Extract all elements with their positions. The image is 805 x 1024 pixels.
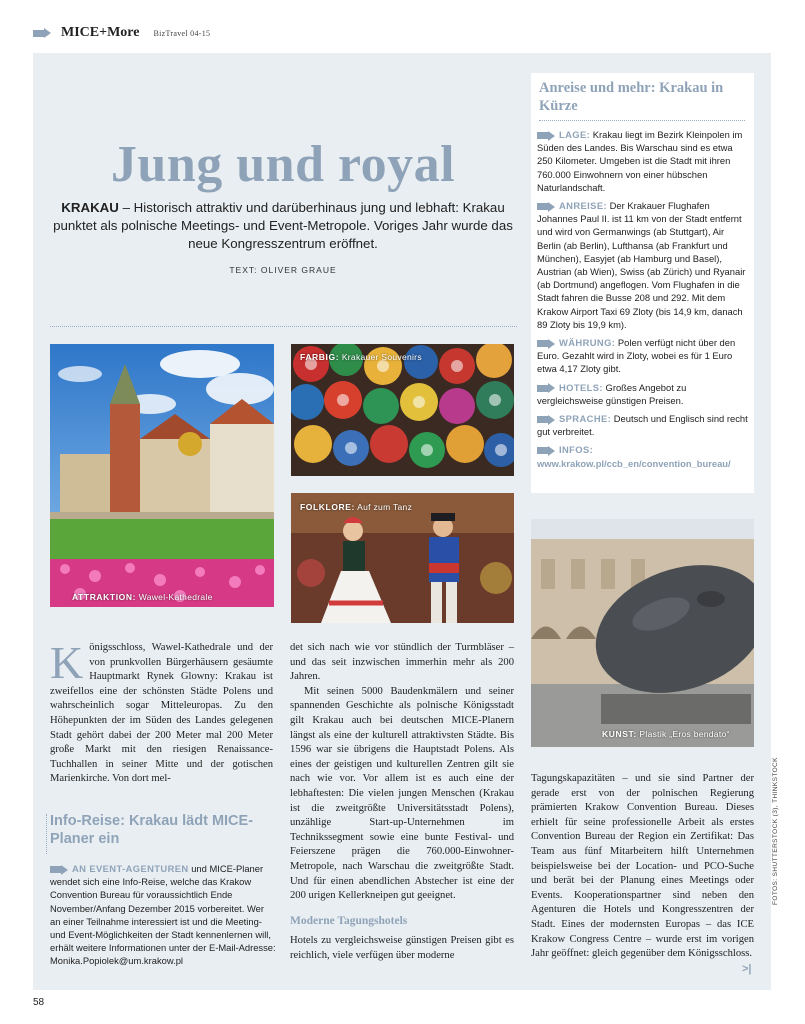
issue-label: BizTravel 04-15 xyxy=(153,28,211,38)
facts-box xyxy=(531,73,754,493)
body-text: Tagungskapazitäten – und sie sind Partner der gerade erst von der polnischen Regierung prämierten Krakow Convention Bureau. Dieses erhielt für seine professionelle Arbeit als erstes Convention Bureau der Region ein Zertifikat: Das Team aus fünf Mitarbeitern hilft Unternehmen beispielsweise bei der Location- und PCO-Suche und berät bei der Planung eines Meetings oder Events. Kooperationspartner sind neben den Agenturen die Hotels und Kongresszentren der Stadt. Eines der modernsten Europas – das ICE Krakow Congress Centre – wurde erst im vorigen Jahr geöffnet: gleich gegenüber dem Königsschloss. xyxy=(531,773,754,960)
fact-key: WÄHRUNG: xyxy=(559,337,616,349)
caption-text: Plastik „Eros bendato“ xyxy=(636,729,730,739)
caption-attraktion xyxy=(72,592,213,602)
caption-folklore xyxy=(300,502,412,512)
fact-item xyxy=(537,443,749,469)
page-number: 58 xyxy=(33,997,45,1008)
section-header xyxy=(33,26,210,40)
body-column-3 xyxy=(531,772,754,962)
info-trip-key: AN EVENT-AGENTUREN xyxy=(72,863,189,874)
arrow-icon xyxy=(50,865,68,875)
photo-credit: FOTOS: SHUTTERSTOCK (3), THINKSTOCK xyxy=(772,757,779,905)
intro-lead: KRAKAU xyxy=(61,200,119,215)
subheading: Moderne Tagungshotels xyxy=(290,914,408,927)
caption-text: Auf zum Tanz xyxy=(354,502,413,512)
fact-item xyxy=(537,336,749,376)
eros-bendato-image xyxy=(531,519,754,747)
caption-key: FARBIG: xyxy=(300,352,340,362)
fact-item xyxy=(537,128,749,194)
fact-key: LAGE: xyxy=(559,129,591,140)
drop-cap: K xyxy=(50,637,84,688)
arrow-icon xyxy=(537,383,555,393)
intro-text: – Historisch attraktiv und darüberhinaus jung und lebhaft: Krakau punktet als polnische Meetings- und Event-Metropole. Voriges Jahr wurde das neue Kongresszentrum eröffnet. xyxy=(53,200,513,251)
wawel-image xyxy=(50,344,274,607)
info-trip-heading: Info-Reise: Krakau lädt MICE-Planer ein xyxy=(50,813,254,847)
photo-souvenirs xyxy=(291,344,514,476)
caption-text: Krakauer Souvenirs xyxy=(339,352,422,362)
article-title: Jung und royal xyxy=(110,136,456,193)
fact-item xyxy=(537,412,749,438)
photo-wawel-cathedral xyxy=(50,344,274,607)
article-intro xyxy=(50,199,516,253)
fact-key: HOTELS: xyxy=(559,381,603,393)
dotted-divider xyxy=(539,120,745,121)
caption-farbig xyxy=(300,352,422,362)
caption-kunst xyxy=(602,729,730,739)
photo-folklore xyxy=(291,493,514,623)
arrow-icon xyxy=(33,28,51,38)
byline: TEXT: OLIVER GRAUE xyxy=(229,265,337,275)
info-trip-text xyxy=(50,862,277,968)
body-text: önigsschloss, Wawel-Kathedrale und der von prunkvollen Bürgerhäusern gesäumte Hauptmarkt Rynek Glowny: Krakau ist zweifellos eine der schönsten Städte Polens und wahrscheinlich sogar Mitteleuropas. Zu den Höhepunkten der im Süden des Landes gelegenen Stadt gehört dabei der 200 Meter mal 200 Meter große Markt mit den riesigen Renaissance-Tuchhallen in seiner Mitte und der gotischen Marienkirche. Von dort mel- xyxy=(50,642,273,785)
info-trip-body: und MICE-Planer wendet sich eine Info-Reise, welche das Krakow Convention Bureau für voraussichtlich Ende November/Anfang Dezember 2015 vorbereitet. Wer an einer Teilnahme interessiert ist und die Meeting- und Event-Möglichkeiten der Stadt kennenlernen will, erhält weitere Informationen unter der E-Mail-Adresse: Monika.Popiolek@um.krakow.pl xyxy=(50,863,276,967)
facts-heading: Anreise und mehr: Krakau in Kürze xyxy=(539,80,724,114)
fact-item xyxy=(537,199,749,331)
body-text: Mit seinen 5000 Baudenkmälern und seiner spannenden Geschichte als polnische Königsstadt gilt Krakau auch bei deutschen MICE-Planern längst als eine der kulturell attraktivsten Städte. Bis 1596 war sie übrigens die Hauptstadt Polens. Als eines der geistigen und kulturellen Zentren gilt sie nach wie vor. Vor allem ist es auch eine der lebhaftesten: Die vielen jungen Menschen (Krakau ist die zweitgrößte Universitätsstadt Polens), unzählige Start-up-Unternehmen im Technikssegment sowie eine bunte Festival- und Feierszene prägen die 760.000-Einwohner-Metropole, nach Warschau die zweitgrößte Stadt. Und für einen abendlichen Abstecher ist eine der 200 urigen Kellerkneipen gut geeignet. xyxy=(290,685,514,902)
dotted-divider xyxy=(50,326,517,327)
body-text: Hotels zu vergleichsweise günstigen Preisen gibt es reichlich, viele verfügen über moderne xyxy=(290,935,514,961)
caption-key: KUNST: xyxy=(602,729,637,739)
info-trip-box xyxy=(50,812,277,968)
arrow-icon xyxy=(537,415,555,425)
end-mark: >| xyxy=(742,963,752,975)
fact-text: Deutsch und Englisch sind recht gut verbreitet. xyxy=(537,413,748,438)
body-column-2 xyxy=(290,641,514,963)
section-title: MICE+More xyxy=(61,25,140,40)
arrow-icon xyxy=(537,131,555,141)
body-column-1 xyxy=(50,637,273,787)
caption-text: Wawel-Kathedrale xyxy=(136,592,213,602)
fact-key: ANREISE: xyxy=(559,200,607,212)
fact-text: Polen verfügt nicht über den Euro. Gezahlt wird in Zloty, wobei es für 1 Euro etwa 4,17 Zloty gibt. xyxy=(537,337,736,375)
fact-text: Großes Angebot zu vergleichsweise günstigen Preisen. xyxy=(537,381,687,406)
folklore-image xyxy=(291,493,514,623)
info-link[interactable]: www.krakow.pl/ccb_en/convention_bureau/ xyxy=(537,457,731,469)
fact-item xyxy=(537,381,749,407)
arrow-icon xyxy=(537,446,555,456)
photo-eros-bendato xyxy=(531,519,754,747)
arrow-icon xyxy=(537,339,555,349)
fact-key: SPRACHE: xyxy=(559,413,612,425)
souvenirs-image xyxy=(291,344,514,476)
fact-text: Krakau liegt im Bezirk Kleinpolen im Süden des Landes. Bis Warschau sind es etwa 250 Kilometer. Umgeben ist die Stadt mit ihren 760.000 Einwohnern von einer hübschen Naturlandschaft. xyxy=(537,129,743,193)
caption-key: FOLKLORE: xyxy=(300,502,355,512)
caption-key: ATTRAKTION: xyxy=(72,592,137,602)
dotted-divider xyxy=(46,814,47,854)
arrow-icon xyxy=(537,202,555,212)
fact-key: INFOS: xyxy=(559,444,594,456)
fact-text: Der Krakauer Flughafen Johannes Paul II. ist 11 km von der Stadt entfernt und wird von Germanwings (ab Stuttgart), Air Berlin (ab Berlin), Lufthansa (ab Frankfurt und München), Easyjet (ab Hamburg und Basel), Austrian (ab Wien), Swiss (ab Zürich) und Ryanair (ab Dortmund) angeflogen. Vom Flughafen in die Stadt fahren die Busse 208 und 292. Mit dem Krakow Airport Taxi 69 Zloty (bis 14,9 km, danach 89 Zloty bis 19,9 km). xyxy=(537,200,746,330)
body-text: det sich nach wie vor stündlich der Turmbläser – und das seit inzwischen immerhin mehr als 200 Jahren. xyxy=(290,642,514,683)
